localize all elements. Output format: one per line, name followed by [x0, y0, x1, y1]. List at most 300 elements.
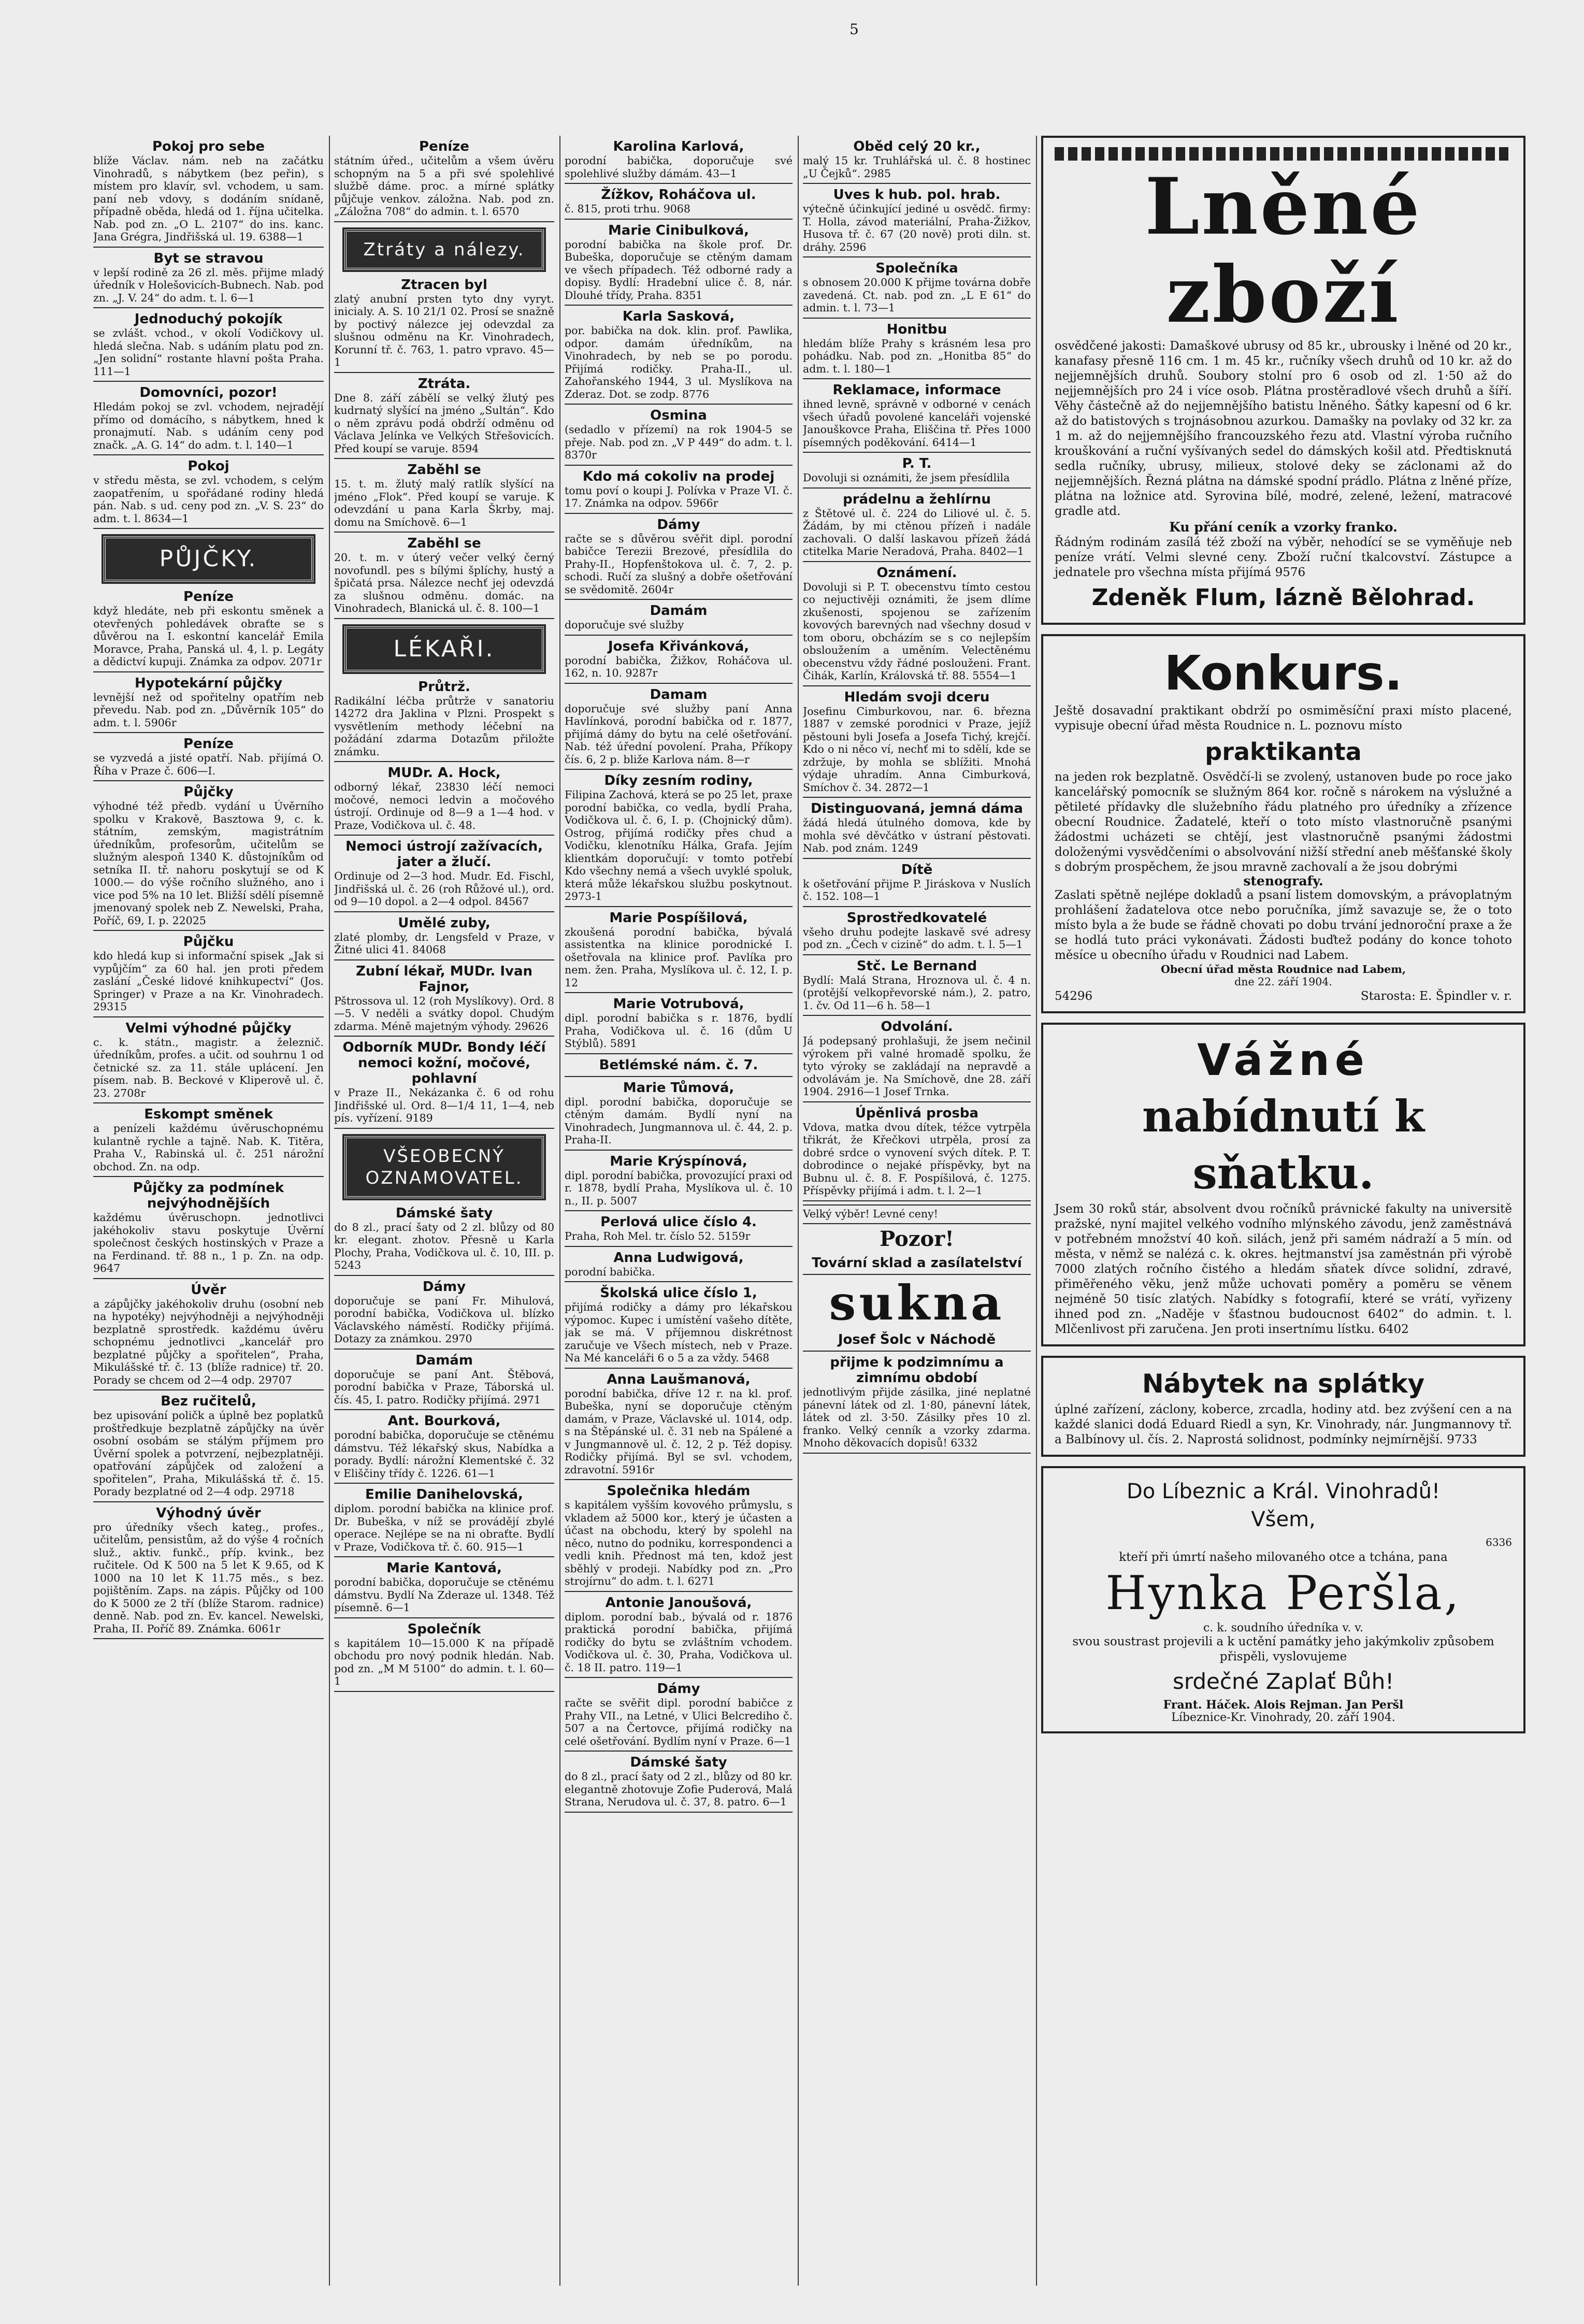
- ad-body: Hledám pokoj se zvl. vchodem, nejradějí přímo od domácího, s nábytkem, hned k pronajmutí. Nab. s udáním ceny pod značk. „A. G. 14“ do adm. t. l. 140—1: [93, 400, 324, 451]
- divider: [334, 1691, 554, 1692]
- ad-body: s kapitálem vyšším kovového průmyslu, s vkladem až 5000 kor., který je účasten a účast na obchodu, který by spolehl na něco, nutno do podniku, korrespondenci a vedli knih. Přednost má ten, kdož jest sběhlý v prodeji. Nabídky pod zn. „Pro strojírnu“ do adm. t. l. 6271: [565, 1499, 793, 1587]
- divider: [334, 372, 554, 373]
- ad-heading: Bez ručitelů,: [161, 1394, 256, 1409]
- ad-body: porodní babička.: [565, 1265, 655, 1278]
- ad-title: Lněné zboží: [1145, 161, 1422, 340]
- ad-heading: Dámské šaty: [630, 1755, 727, 1770]
- ad-heading: Distinguovaná, jemná dáma: [811, 801, 1023, 816]
- classified-ad: [334, 1413, 554, 1480]
- classified-ad: [334, 765, 554, 831]
- classified-ad: [334, 1206, 554, 1272]
- ad-body: pro úředníky všech kateg., profes., učitelům, pensistům, až do výše 4 ročních služ., aktiv. funkč., příp. kvink., bez ručitele. Od K 500 na 5 let K 9.65, od K 1000 na 10 let K 11.75 měs., s bez. pojištěním. Zaps. na zápis. Půjčky od 100 do K 5000 ze 2 tří (blíže Starom. radnice) denně. Nab. pod zn. Ev. kancel. Newelski, Praha, II. Poříč 89. Známka. 6061r: [93, 1520, 324, 1635]
- divider: [93, 1389, 324, 1390]
- divider: [334, 532, 554, 533]
- ad-body: por. babička na dok. klin. prof. Pawlika, odpor. damám úředníkům, na Vinohradech, by neb se po porodu. Přijímá rodičky. Praha-II., ul. Zahořanského 1944, 3 ul. Myslíkova na Zderaz. Dot. se zodp. 8776: [565, 324, 793, 400]
- ad-body: doporučuje se paní Fr. Mihulová, porodní babička, Vodičkova ul. blízko Václavského náměstí. Rodičky přijímá. Dotazy za známkou. 2970: [334, 1294, 554, 1345]
- classified-ad: [803, 910, 1031, 951]
- ad-heading: Díky zesním rodiny,: [604, 773, 753, 788]
- divider: [565, 1076, 793, 1077]
- divider: [803, 906, 1031, 907]
- ad-heading: Oběd celý 20 kr.,: [853, 139, 981, 154]
- divider: [803, 1200, 1031, 1201]
- ad-body: odborný lékař, 23830 léčí nemoci močové, nemoci ledvin a močového ústrojí. Ordinuje od 8—9 a 1—4 hod. v Praze, Vodičkova ul. č. 48.: [334, 781, 554, 831]
- ad-heading: Marie Votrubová,: [613, 996, 744, 1012]
- divider: [334, 458, 554, 459]
- divider: [803, 1015, 1031, 1016]
- ad-body: porodní babička, doporučuje se ctěnému dámstvu. Též lékařský skus, Nabídka a porady. Bydlí: nárožní Klementské č. 32 v Eliščiny třídy č. 1226. 61—1: [334, 1429, 554, 1480]
- ad-heading: Společníka: [875, 261, 958, 276]
- vazne-nabidnuti-ad: [1041, 1023, 1525, 1346]
- classified-ad: [565, 1755, 793, 1809]
- section-banner: VŠEOBECNÝ OZNAMOVATEL.: [344, 1136, 544, 1198]
- classified-ad: [334, 536, 554, 615]
- divider: [803, 954, 1031, 955]
- ad-title: sukna: [829, 1275, 1005, 1331]
- ad-heading: Školská ulice číslo 1,: [600, 1285, 757, 1301]
- ad-name: Hynka Peršla,: [1105, 1566, 1461, 1620]
- classified-ad: [93, 311, 324, 378]
- ad-heading: Ant. Bourková,: [387, 1413, 501, 1429]
- ad-body: žádá hledá útulného domova, kde by mohla své děvčátko v ústraní pěstovati. Nab. pod znám. 1249: [803, 816, 1031, 854]
- ad-body: do 8 zl., prací šaty od 2 zl., blůzy od 80 kr. elegantně zhotovuje Zofie Puderová, Malá Strana, Nerudova ul. č. 37, 8. patro. 6—1: [565, 1770, 793, 1808]
- ad-rank: c. k. soudního úředníka v. v.: [1203, 1621, 1364, 1634]
- classified-ad: [334, 1279, 554, 1345]
- divider: [803, 378, 1031, 379]
- section-banner: Ztráty a nálezy.: [344, 229, 544, 270]
- ad-heading: Emilie Danihelovská,: [365, 1487, 523, 1502]
- ad-signature: Zdeněk Flum, lázně Bělohrad.: [1091, 584, 1475, 611]
- ad-body: Jsem 30 roků stár, absolvent dvou ročníků právnické fakulty na universitě pražské, nyní majitel velkého vodního mlýnského závodu, jenž zaměstnává v potřebném množství 40 koň. silách, jenž při samém nádraží a 5 mín. od města, v němž se nalézá c. k. okres. hejtmanství jsa zaměstnán při výrobě 7000 zlatých ročního čistého a hledám sňatek dívce solidní, zdravé, přiměřeného věku, jenž může uchovati poměry a poměru se věnem nejméně 50 tisíc zlatých. Nabídky s fotografií, které se vrátí, vyřizeny ihned pod zn. „Naděje v šťastnou budoucnost 6402“ do admin. t. l. Mlčenlivost při zaručena. Jen proti insertnímu lístku. 6402: [1055, 1202, 1512, 1336]
- ad-heading: Marie Krýspínová,: [610, 1153, 747, 1169]
- divider: [93, 1501, 324, 1502]
- ad-heading: Pokoj: [188, 458, 229, 474]
- divider: [565, 1368, 793, 1369]
- ad-heading: Domovníci, pozor!: [139, 385, 278, 400]
- classified-ad: [565, 1372, 793, 1476]
- ad-bold-line: Ku přání ceník a vzorky franko.: [1169, 520, 1398, 535]
- ad-body: na jeden rok bezplatně. Osvědčí-li se zvolený, ustanoven bude po roce jako kancelářský pomocník se služným 864 kor. ročně s nárokem na výslužné a pětileté přídavky dle služebního řádu platného pro úředníky a zřízence obecní Roudnice. Žadatelé, kteří o toto místo vlastnoručně psanými žádostmi ucházeti se chtějí, jest vlastnoručně psanými žádostmi doloženými vysvědčeními o absolvování nižší střední aneb měšťanské školy s dobrým prospěchem, že jsou mravně zachovalí a že jsou dobrými: [1055, 770, 1512, 874]
- ad-heading: Perlová ulice číslo 4.: [600, 1214, 757, 1230]
- classified-ad: [93, 1394, 324, 1498]
- ad-heading: Damam: [650, 686, 708, 702]
- classified-ad: [803, 565, 1031, 682]
- ad-body: 20. t. m. v úterý večer velký černý novofundl. pes s bílými šplíchy, hustý a špičatá prsa. Nálezce nechť jej odevzdá za slušnou odměnu. domác. na Vinohradech, Blanická ul. č. 8. 100—1: [334, 551, 554, 614]
- classified-ad: [565, 687, 793, 766]
- ad-body: Ordinuje od 2—3 hod. Mudr. Ed. Fischl, Jindřišská ul. č. 26 (roh Růžové ul.), ord. od 9—10 dopol. a 2—4 odpol. 84567: [334, 870, 554, 908]
- divider: [565, 1591, 793, 1592]
- classified-ad: [803, 690, 1031, 794]
- ad-body: porodní babička, dříve 12 r. na kl. prof. Bubeška, nyní se doporučuje ctěným damám, v Praze, Václavské ul. 1014, odp. s na Štěpánské ul. č. 31 neb na Spálené a v Jungmannově ul. č. 12, 2 p. Též dopisy. Rodičky přijímá. Byl se svl. vchodem, zdravotní. 5916r: [565, 1387, 793, 1476]
- divider: [803, 1101, 1031, 1102]
- classified-ad: [93, 1505, 324, 1636]
- column-rule: [559, 136, 560, 2286]
- ad-heading: Výhodný úvěr: [156, 1505, 261, 1521]
- ad-body: malý 15 kr. Truhlářská ul. č. 8 hostinec „U Čejků“. 2985: [803, 154, 1031, 180]
- classified-ad: [803, 862, 1031, 903]
- classified-ad: [565, 1250, 793, 1279]
- page-number: 5: [849, 21, 859, 38]
- nabytek-ad: [1041, 1356, 1525, 1457]
- ad-body: bez upisování poličk a úplně bez poplatků proštředkuje bezplatně zápůjčky na úvěr osobní osobám se stálým příjmem pro Úvěrní spolek a potvrzení, nejbezplatněji. opatřování zápůjček od založení a spořitelen“, Praha, Mikulášská tř. č. 15. Porady bezplatné od 2—4 odp. 29718: [93, 1409, 324, 1498]
- classified-ad: [334, 1560, 554, 1614]
- classified-ad: [93, 934, 324, 1013]
- ad-heading: Zaběhl se: [407, 536, 481, 551]
- divider: [803, 1204, 1031, 1206]
- ad-body: v lepší rodině za 26 zl. měs. přijme mladý úředník v Holešovicích-Bubnech. Nab. pod zn. „J. V. 24“ do adm. t. l. 6—1: [93, 266, 324, 304]
- ad-heading: Osmina: [650, 408, 707, 423]
- ad-body: Dovoluji si P. T. obecenstvu tímto cestou co nejuctivěji oznámiti, že jsem dlíme zkušenosti, spojenou se zařízením kovových barevných nad všechny dosud v tom oboru, obcházím se s co nejlepším obsloužením a uměním. Velectěnému obecenstvu vždy řádné poslouženi. Frant. Čihák, Karlín, Královská tř. 88. 5554—1: [803, 580, 1031, 682]
- divider: [565, 219, 793, 220]
- ad-signature: Frant. Háček. Alois Rejman. Jan Peršl: [1163, 1698, 1404, 1712]
- divider: [93, 671, 324, 672]
- classified-ad: [565, 517, 793, 596]
- ad-body: s kapitálem 10—15.000 K na případě obchodu pro nový podnik hledán. Nab. pod zn. „M M 5100“ do admin. t. l. 60—1: [334, 1637, 554, 1687]
- ad-body: v středu města, se zvl. vchodem, s celým zaopatřením, u spořádané rodiny hledá pán. Nab. s ud. ceny pod zn. „V. S. 23“ do adm. t. l. 8634—1: [93, 474, 324, 525]
- ad-heading: Nemoci ústrojí zažívacích, jater a žlučí.: [345, 839, 543, 870]
- classified-ad: [803, 261, 1031, 314]
- ad-body: úplné zařízení, záclony, koberce, zrcadla, hodiny atd. bez zvýšení cen a na každé slanici dodá Eduard Riedl a syn, Kr. Vinohrady, nár. Jungmannovy tř. a Balbínovy ul. čís. 2. Naprostá solidnost, podmínky nejmírnější. 9733: [1055, 1402, 1512, 1446]
- ad-heading: Zubní lékař, MUDr. Ivan Fajnor,: [355, 963, 533, 995]
- classified-ad: [565, 223, 793, 302]
- ad-heading: Anna Laušmanová,: [607, 1371, 751, 1387]
- ad-body: do 8 zl., prací šaty od 2 zl. blůzy od 80 kr. elegant. zhotov. Přesně u Karla Plochy, Praha, Vodičkova ul. č. 10, III. p. 5243: [334, 1221, 554, 1271]
- classified-ad: [93, 385, 324, 451]
- ad-body: Řádným rodinám zasílá též zboží na výběr, nehodící se se vyměňuje neb peníze vrátí. Velmi slevné ceny. Zboží ruční tkalcovství. Zástupce a jednatele pro všechna místa přijímá 9576: [1055, 536, 1512, 579]
- divider: [334, 1483, 554, 1484]
- ad-body: když hledáte, neb při eskontu směnek a otevřených pohledávek obraťte se s důvěrou na I. eskontní kancelář Emila Moravce, Praha, Panská ul. 4, l. p. Legáty a dědictví kupuji. Známka za odpov. 2071r: [93, 605, 324, 668]
- classified-ad: [334, 839, 554, 908]
- divider: [565, 513, 793, 514]
- divider: [93, 1016, 324, 1017]
- ad-body: Josefinu Cimburkovou, nar. 6. března 1887 v zemské porodnici v Praze, jejíž pěstouni byli Josefa a Josefa Tichý, krejčí. Kdo o ni něco ví, nechť mi to sdělí, kde se zdržuje, by mohla se sblížiti. Mnohá výdaje uhradím. Anna Cimburková, Smíchov č. 34. 2872—1: [803, 705, 1031, 794]
- classified-ad: [565, 469, 793, 510]
- divider: [565, 1479, 793, 1480]
- divider: [803, 561, 1031, 562]
- classified-ad: [803, 1255, 1031, 1271]
- ad-subtitle: stenografy.: [1243, 873, 1323, 888]
- column-5: [1041, 136, 1525, 2286]
- ad-body: se vyzvedá a jisté opatří. Nab. přijímá O. Říha v Praze č. 606—I.: [93, 752, 324, 777]
- ad-body: Já podepsaný prohlašuji, že jsem nečinil výrokem při valné hromadě spolku, že tyto výroky se zakládají na nepravdě a odvolávám je. Na Smíchově, dne 28. září 1904. 2916—1 Josef Trnka.: [803, 1035, 1031, 1098]
- ad-title: Pozor!: [880, 1227, 954, 1251]
- column-rule: [1036, 136, 1037, 2286]
- ad-body: osvědčené jakosti: Damaškové ubrusy od 85 kr., ubrousky i lněné od 20 kr., kanafasy přesně 116 cm. 1 m. 45 kr., ručníky všech druhů od 10 kr. až do nejjemnějších druhů. Soubory stolní pro 6 osob od zl. 1·50 až do nejjemnějších pro 24 i více osob. Plátna prostěradlové všech druhů a šíří. Věhy částečně až do nejjemnějšího batistu lněného. Šátky kapesní od 6 kr. až do batistových s trojnásobnou azurkou. Damašky na povlaky od 32 kr. za 1 m. až do nejjemnějšího francouzského řezu atd. Vlastní výroba ručního krouškování a ruční vyšívaných sedel do dámských košil atd. Předtisknutá sedla ručníky, ubrusy, milieux, stolové deky se záclonami až do nejjemnějších. Řezná plátna na dámské spodní prádlo. Plátna z lněné příze, plátna na ložnice atd. Syrovina bílé, modré, zelené, ležení, matracové gradle atd.: [1055, 339, 1512, 518]
- divider: [334, 959, 554, 960]
- divider: [93, 1102, 324, 1103]
- ad-subtitle: praktikanta: [1205, 738, 1362, 766]
- column-1: [93, 136, 324, 2286]
- ad-title: Konkurs.: [1164, 645, 1403, 701]
- classified-ad: [565, 1483, 793, 1588]
- divider: [565, 599, 793, 600]
- ad-heading: Antonie Janoušová,: [605, 1595, 752, 1611]
- ad-heading: Odborník MUDr. Bondy léčí nemoci kožní, močové, pohlavní: [342, 1040, 546, 1086]
- ad-heading: Jednoduchý pokojík: [134, 311, 283, 327]
- column-4: [803, 136, 1031, 2286]
- ad-heading: Ztracen byl: [401, 277, 487, 293]
- ad-body: doporučuje své služby: [565, 619, 684, 631]
- ad-heading: Byt se stravou: [153, 250, 264, 266]
- ad-body: každému úvěruschopn. jednotlivci jakéhokoliv stavu poskytuje Úvěrní společnost českých hostinských v Praze a na Ferdinand. tř. 88 n., 1 p. Zn. na odp. 9647: [93, 1211, 324, 1274]
- divider: [93, 732, 324, 733]
- divider: [93, 1176, 324, 1177]
- classified-ad: [803, 1355, 1031, 1450]
- ad-body: ihned levně, správně v odborné v cenách všech úřadů povolené kanceláři vojenské Janouškovce Praha, Eliščina tř. Přes 1000 písemných poděkování. 6414—1: [803, 398, 1031, 449]
- ad-body: se zvlášt. vchod., v okolí Vodičkovy ul. hledá slečna. Nab. s udáním platu pod zn. „Jen solidní“ rostante hlavní pošta Praha. 111—1: [93, 327, 324, 378]
- ad-heading: Půjčku: [183, 934, 234, 950]
- divider: [93, 528, 324, 529]
- column-2: [334, 136, 554, 2286]
- divider: [334, 911, 554, 912]
- classified-ad: [93, 1180, 324, 1275]
- ad-title: nabídnutí k sňatku.: [1142, 1090, 1425, 1199]
- ad-heading: Průtrž.: [418, 679, 470, 695]
- ad-body: Pštrossova ul. 12 (roh Myslíkovy). Ord. 8—5. V neděli a svátky dopol. Chudým zdarma. Méně majetným výhody. 29626: [334, 994, 554, 1032]
- ad-heading: Oznámení.: [876, 565, 957, 581]
- classified-ad: [803, 1106, 1031, 1197]
- classified-ad: [565, 1214, 793, 1243]
- divider: [565, 1053, 793, 1054]
- divider: [565, 1751, 793, 1752]
- ad-number: 54296: [1055, 989, 1093, 1003]
- ad-heading: Eskompt směnek: [144, 1107, 273, 1122]
- ad-body: tomu poví o koupi J. Polívka v Praze VI. č. 17. Známka na odpov. 5966r: [565, 484, 793, 509]
- classified-ad: [334, 1487, 554, 1553]
- divider: [334, 1036, 554, 1037]
- ad-body: dipl. porodní babička, doporučuje se ctěným damám. Bydlí nyní na Vinohradech, Jungmannova ul. č. 44, 2. p. Praha-II.: [565, 1095, 793, 1146]
- divider: [334, 1128, 554, 1129]
- ad-heading: Odvolání.: [881, 1019, 953, 1035]
- ad-heading: Umělé zuby,: [398, 915, 491, 931]
- ad-heading: Damám: [650, 603, 708, 619]
- ad-body: c. k. státn., magistr. a železnič. úředníkům, profes. a učit. od souhrnu 1 od četnické sz. za 11. stále uplácení. Jen písem. nab. B. Beckové v Kliperově ul. č. 23. 2708r: [93, 1036, 324, 1099]
- classified-ad: [93, 1282, 324, 1387]
- ad-title: Vážné: [1197, 1034, 1370, 1085]
- classified-ad: [803, 1208, 1031, 1221]
- classified-ad: [93, 251, 324, 305]
- ad-heading: Úvěr: [191, 1282, 226, 1298]
- classified-ad: [93, 589, 324, 668]
- ad-heading: Ztráta.: [417, 376, 471, 392]
- classified-ad: [565, 1154, 793, 1208]
- divider: [93, 1638, 324, 1639]
- ad-subtitle: Všem,: [1251, 1507, 1316, 1531]
- divider: [565, 906, 793, 907]
- ad-heading: Hypotekární půjčky: [134, 675, 283, 691]
- divider: [93, 780, 324, 781]
- ad-body: výtečně účinkující jediné u osvědč. firmy: T. Holla, závod materiální, Praha-Žižkov, Husova tř. č. 67 (20 nově) proti diln. st. dráhy. 2596: [803, 203, 1031, 253]
- ad-body: Bydlí: Malá Strana, Hroznova ul. č. 4 n. (protější velkopřevorské nám.), 2. patro, 1. čv. Od 11—6 h. 58—1: [803, 973, 1031, 1012]
- ad-body: zkoušená porodní babička, bývalá assistentka na klinice porodnické I. ošetřovala na klinice prof. Pavlíka pro nem. žen. Praha, Myslíkova ul. č. 12, I. p. 12: [565, 925, 793, 989]
- classified-ad: [93, 458, 324, 525]
- ad-heading: Peníze: [183, 736, 234, 752]
- ad-heading: Půjčky: [183, 784, 234, 800]
- classified-ad: [565, 910, 793, 989]
- divider: [803, 1223, 1031, 1224]
- ad-body: hledám blíže Prahy s krásném lesa pro pohádku. Nab. pod zn. „Honitba 85“ do adm. t. l. 180—1: [803, 337, 1031, 375]
- divider: [565, 465, 793, 466]
- divider: [565, 305, 793, 306]
- ad-body: č. 815, proti trhu. 9068: [565, 203, 690, 215]
- divider: [803, 256, 1031, 257]
- lnene-zbozi-ad: [1041, 136, 1525, 625]
- ad-body: v Praze II., Nekázanka č. 6 od rohu Jindřišské ul. Ord. 8—1/4 11, 1—4, neb pís. vyřízení. 9189: [334, 1086, 554, 1124]
- classified-ad: [334, 1622, 554, 1688]
- divider: [93, 381, 324, 382]
- ad-body: Dne 8. září zábělí se velký žlutý pes kudrnatý slyšící na jméno „Sultán“. Kdo o něm zprávu podá obdrží odměnu od Václava Jelínka ve Velkých Střešovicích. Před koupí se varuje. 8594: [334, 391, 554, 455]
- ad-heading: Hledám svoji dceru: [844, 689, 990, 705]
- classified-ad: [565, 187, 793, 216]
- ad-heading: Úpěnlivá prosba: [855, 1105, 979, 1121]
- classified-ad: [334, 376, 554, 455]
- classified-ad: [803, 801, 1031, 855]
- ad-heading: přijme k podzimnímu a zimnímu období: [830, 1355, 1004, 1386]
- ad-body: porodní babička, Žižkov, Roháčova ul. 162, n. 10. 9287r: [565, 654, 793, 679]
- classified-ad: [565, 139, 793, 180]
- ad-heading: Josef Šolc v Náchodě: [838, 1332, 996, 1347]
- ad-body: 15. t. m. žlutý malý ratlík slyšící na jméno „Flok“. Před koupí se varuje. K odevzdání u pana Karla Škrby, maj. domu na Smíchově. 6—1: [334, 478, 554, 528]
- column-rule: [329, 136, 330, 2286]
- ad-heading: Stč. Le Bernand: [856, 958, 977, 974]
- ad-heading: Dítě: [901, 862, 933, 878]
- ad-body: Dovoluji si oznámiti, že jsem přesídlila: [803, 471, 1010, 484]
- ad-body: Praha, Roh Mel. tr. číslo 52. 5159r: [565, 1230, 751, 1242]
- ad-heading: Josefa Křivánková,: [608, 638, 750, 654]
- divider: [565, 1246, 793, 1247]
- divider: [93, 454, 324, 455]
- ad-signature: 54296 Starosta: E. Špindler v. r.: [1055, 989, 1512, 1003]
- section-banner: PŮJČKY.: [104, 536, 313, 582]
- ad-heading: Anna Ludwigová,: [613, 1250, 744, 1266]
- ad-heading: Betlémské nám. č. 7.: [599, 1057, 758, 1073]
- ad-body: račte se svěřit dipl. porodní babičce z Prahy VII., na Letné, v Ulici Belcrediho č. 507 a na Čertovce, přijímá rodičky na celé ošetřování. Bydlím nyní v Praze. 6—1: [565, 1697, 793, 1747]
- classified-ad: [93, 1107, 324, 1173]
- divider: [803, 318, 1031, 319]
- classified-ad: [93, 1021, 324, 1100]
- ad-body: k ošetřování přijme P. Jiráskova v Nuslích č. 152. 108—1: [803, 877, 1031, 902]
- ad-body: doporučuje se paní Ant. Štěbová, porodní babička v Praze, Táborská ul. čís. 45, I. patro. Rodičky přijímá. 2971: [334, 1368, 554, 1406]
- classified-ad: [565, 1057, 793, 1073]
- classified-ad: [565, 996, 793, 1050]
- divider: [334, 835, 554, 836]
- classified-ad: [334, 915, 554, 956]
- ad-body: Filipina Zachová, která se po 25 let, praxe porodní babička, co vedla, bydlí Praha, Vodičkova ul. č. 6, I. p. (Chojnický dům). Ostrog, přijímá rodičky přes chud a Vodičku, klenotníku Hálka, Grafa. Jejím klientkám doporučují: v tomto potřebí Kdo všechny nemá a všech uvyklé spoluk, která může lékařskou službu poskytnout. 2973-1: [565, 788, 793, 902]
- ad-heading: Půjčky za podmínek nejvýhodnějších: [133, 1180, 284, 1211]
- classified-ad: [93, 784, 324, 927]
- ad-heading: Dámy: [422, 1279, 466, 1295]
- ad-body: Zaslati spětně nejlépe dokladů a psaní listem domovským, a právoplatným prohlášení žadatelova otce nebo poručníka, jímž savazuje se, že o toto místo byla a že bude se řádně chovati po dobu trvání jednoroční praxe a že se hodlá tuto práci vykonávati. Žádosti buďtež podány do konce tohoto měsíce u obecního úřadu v Roudnici nad Labem.: [1055, 888, 1512, 962]
- classified-ad: [803, 382, 1031, 449]
- divider: [565, 992, 793, 993]
- divider: [803, 487, 1031, 489]
- ad-body: s obnosem 20.000 K přijme továrna dobře zavedená. Ct. nab. pod zn. „L E 61“ do admin. t. l. 73—1: [803, 276, 1031, 314]
- divider: [803, 183, 1031, 184]
- ad-body: doporučuje své služby paní Anna Havlínková, porodní babička od r. 1877, přijímá dámy do bytu na celé ošetřování. Nab. též úřední povolení. Praha, Příkopy čís. 6, 2 p. bliže Karlova nám. 8—r: [565, 702, 793, 766]
- divider: [803, 1453, 1031, 1454]
- ad-body: kteří při úmrtí našeho milovaného otce a tchána, pana: [1119, 1550, 1448, 1564]
- classified-ad: [334, 277, 554, 369]
- ad-heading: Žížkov, Roháčova ul.: [601, 187, 756, 203]
- ad-title: Nábytek na splátky: [1142, 1368, 1425, 1399]
- ad-heading: Marie Cinibulková,: [608, 222, 750, 238]
- ad-body: porodní babička na škole prof. Dr. Bubeška, doporučuje se ctěným damam ve všech případech. Též odborné rady a dopisy. Bydlí: Hradební ulice č. 8, nár. Dlouhé třídy, Praha. 8351: [565, 238, 793, 302]
- ad-body: kdo hledá kup si informační spisek „Jak si vypůjčím“ za 60 hal. jen proti předem zaslání „České lidové knihkupectví“ (Jos. Springer) v Praze a na Kr. Vinohradech. 29315: [93, 950, 324, 1013]
- section-banner: LÉKAŘI.: [344, 626, 544, 672]
- divider: [565, 1210, 793, 1211]
- column-rule: [798, 136, 799, 2286]
- divider: [565, 769, 793, 770]
- ad-heading: Dámy: [657, 517, 700, 533]
- divider: [803, 858, 1031, 859]
- divider: [93, 247, 324, 248]
- divider: [93, 1278, 324, 1279]
- ad-heading: Dámy: [657, 1681, 700, 1697]
- classified-ad: [334, 139, 554, 218]
- divider: [334, 221, 554, 222]
- ad-body: státním úřed., učitelům a všem úvěru schopným na 5 a při své spolehlivé službě dáme. proc. a mírné splátky půjčuje venkov. záložna. Nab. pod zn. „Záložna 708“ do admin. t. l. 6570: [334, 154, 554, 218]
- ad-body: jednotlivým přijde zásilka, jiné neplatné pánevní látek od zl. 1·80, pánevní látek, látek od zl. 3·50. Zásilky přes 10 zl. franko. Velký cenník a vzorky zdarma. Mnoho děkovacích dopisů! 6332: [803, 1386, 1031, 1449]
- ad-heading: Marie Kantová,: [386, 1560, 502, 1576]
- ad-thanks: srdečné Zaplať Bůh!: [1172, 1669, 1394, 1694]
- ad-heading: Kdo má cokoliv na prodej: [582, 468, 775, 484]
- ad-body: přijímá rodičky a dámy pro lékařskou výpomoc. Kupec i umístění vašeho dítěte, jak se má. V příjemnou diskrétnost zaručuje ve Všech místech, neb v Praze. Na Mé kanceláři 6 o 5 a za vždy. 5468: [565, 1301, 793, 1364]
- ad-body: diplom. porodní babička na klinice prof. Dr. Bubeška, v níž se provádějí zbylé operace. Nejlépe se na ni obraťte. Bydlí v Praze, Vodičkova tř. č. 60. 915—1: [334, 1502, 554, 1553]
- ad-heading: Společnika hledám: [607, 1483, 751, 1499]
- divider: [334, 761, 554, 762]
- divider: [334, 1617, 554, 1618]
- classified-ad: [565, 639, 793, 680]
- classified-ad: [803, 958, 1031, 1012]
- ad-heading: Peníze: [183, 589, 234, 605]
- divider: [565, 404, 793, 405]
- ad-body: porodní babička, doporučuje se ctěnému dámstvu. Bydlí Na Zderaze ul. 1348. Též písemně. 6—1: [334, 1576, 554, 1614]
- divider: [334, 618, 554, 619]
- classified-ad: [565, 1681, 793, 1747]
- classified-ad: [334, 679, 554, 758]
- divider: [565, 683, 793, 684]
- ad-body: levnější než od spořitelny opatřím neb převedu. Nab. pod zn. „Důvěrník 105“ do adm. t. l. 5906r: [93, 691, 324, 729]
- divider: [565, 1812, 793, 1813]
- ad-number: 6336: [1486, 1536, 1512, 1548]
- ad-body: z Štětové ul. č. 224 do Liliové ul. č. 5. Žádám, by mi ctěnou přízeň i nadále zachovali. O další laskavou přízeň žádá ctitelka Marie Neradová, Praha. 8402—1: [803, 507, 1031, 557]
- ad-heading: Společník: [407, 1621, 481, 1637]
- ad-body: blíže Václav. nám. neb na začátku Vinohradů, s nábytkem (bez peřin), s místem pro klavír, svl. vchodem, u sam. paní neb vdovy, s dodáním snídaně, případně oběda, hledá od 1. října učitelka. Nab. pod zn. „O L. 2107“ do ins. kanc. Jana Grégra, Jindřišská ul. 19. 6388—1: [93, 154, 324, 243]
- ad-body: všeho druhu podejte laskavě své adresy pod zn. „Čech v cizině“ do adm. t. l. 5—1: [803, 925, 1031, 951]
- classified-ad: [565, 408, 793, 462]
- libeznice-ad: [1041, 1466, 1525, 1734]
- classified-ad: [334, 1353, 554, 1407]
- classified-ad: [565, 773, 793, 903]
- ad-heading: Sprostředkovatelé: [846, 910, 987, 926]
- classified-ad: [803, 1332, 1031, 1347]
- classified-ad: [565, 309, 793, 400]
- divider: [803, 452, 1031, 453]
- ad-body: račte se s důvěrou svěřit dipl. porodní babičce Terezii Brezové, přesídlila do Prahy-II., Hopfenštokova ul. č. 7, 2. p. schodi. Ručí za slušný a dobře ošetřování se svědomitě. 2604r: [565, 532, 793, 596]
- ad-heading: Marie Pospíšilová,: [609, 910, 748, 926]
- ad-heading: Peníze: [419, 139, 469, 154]
- classified-ad: [334, 462, 554, 528]
- classified-ad: [93, 676, 324, 729]
- ad-place: Obecní úřad města Roudnice nad Labem,: [1160, 963, 1406, 975]
- divider: [334, 1409, 554, 1410]
- ad-heading: Dámské šaty: [395, 1205, 493, 1221]
- ad-body: (sedadlo v přízemí) na rok 1904-5 se přeje. Nab. pod zn. „V P 449“ do adm. t. l. 8370r: [565, 423, 793, 461]
- ad-body: a zápůjčky jakéhokoliv druhu (osobní neb na hypotéky) nejvýhodněji a nejvýhodněji bezplatně sprostředk. každému úvěru schopnému jednotlivci „kancelář pro bezplatné půjčky a spořitelen“, Praha, Mikulášské tř. č. 13 (blíže radnice) tř. 20. Porady se chcem od 2—4 odp. 29707: [93, 1297, 324, 1386]
- divider: [93, 307, 324, 308]
- ad-heading: Honitbu: [886, 321, 947, 337]
- divider: [334, 1349, 554, 1350]
- ad-body: Vdova, matka dvou dítek, téžce vytrpěla třikrát, že Křečkovi utrpěla, prosí za dobré srdce o vynovení svých dítek. P. T. dobrodince o nejaké příspěvky, byt na Bubnu ul. č. 8. F. Pospíšilová, č. 1275. Příspěvky přijímá i adm. t. l. 2—1: [803, 1121, 1031, 1197]
